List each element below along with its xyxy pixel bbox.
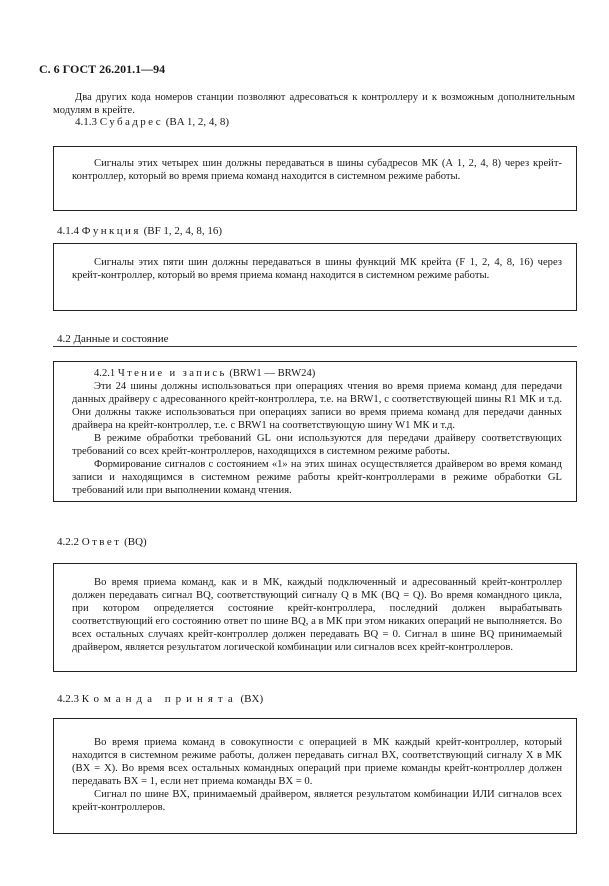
section-number: 4.2.2 xyxy=(57,536,79,548)
section-4-2-2-box xyxy=(53,563,577,672)
section-4-1-3-heading xyxy=(75,116,229,129)
section-number: 4.2.3 xyxy=(57,693,79,705)
section-4-2-2-text: Во время приема команд, как и в МК, каждый подключенный и адресованный крейт-контроллер должен передавать сигнал BQ, соответствующий сигналу Q в МК (BQ = Q). Во время командного цикла, при котором определяется состояние крейт-контроллера, последний должен вырабатывать соответствующий его состоянию ответ по шине BQ, а в МК при этом никаких операций не выполняется. Во всех остальных случаях крейт-контроллер должен передавать BQ = 0. Сигнал в шине BQ принимаемый драйвером, является результатом логической комбинации или сигналов всех крейт-контроллеров. xyxy=(72,577,562,653)
section-4-2-3-paragraph-2: Сигнал по шине BX, принимаемый драйвером, является результатом комбинации ИЛИ сигналов всех крейт-контроллеров. xyxy=(72,789,562,813)
divider-line xyxy=(53,346,577,347)
page-header: С. 6 ГОСТ 26.201.1—94 xyxy=(39,62,166,76)
section-4-1-3-text: Сигналы этих четырех шин должны передаваться в шины субадресов МК (А 1, 2, 4, 8) через крейт-контроллер, который во время приема команд находится в системном режиме работы. xyxy=(72,158,562,182)
section-title: Субадрес xyxy=(99,116,163,128)
signal-list: (BRW1 — BRW24) xyxy=(229,368,316,379)
section-4-2-2-heading xyxy=(57,536,147,549)
section-4-2-1-paragraph-3: Формирование сигналов с состоянием «1» на этих шинах осуществляется драйвером во время команд записи и находящимся в системном режиме работы крейт-контроллерами в режиме обработки GL требований или при выполнении команд чтения. xyxy=(72,459,562,496)
section-4-2-1-paragraph-1: Эти 24 шины должны использоваться при операциях чтения во время приема команд для передачи данных драйверу с адресованного крейт-контроллера, т.е. на BRW1, с соответствующей шины R1 МК и т.д. Они должны также использоваться при операциях записи во время приема команд для передачи данных драйвера на крейт-контроллер, т.е. с BRW1 на соответствующую шину W1 МК и т.д. xyxy=(72,381,562,431)
section-4-2-3-paragraph-1: Во время приема команд в совокупности с операцией в МК каждый крейт-контроллер, который находится в системном режиме работы, должен передавать сигнал BX, соответствующий сигналу X в МК (BX = X). Во время всех остальных командных операций при приеме команды крейт-контроллер должен передавать BX = 1, если нет приема команды BX = 0. xyxy=(72,737,562,787)
section-number: 4.2.1 xyxy=(94,368,116,379)
section-4-1-4-heading xyxy=(57,225,222,238)
section-number: 4.1.4 xyxy=(57,225,79,237)
signal-list: (BQ) xyxy=(124,536,147,548)
section-title: Ответ xyxy=(81,536,122,548)
section-title: Функция xyxy=(81,225,141,237)
section-number: 4.1.3 xyxy=(75,116,97,128)
signal-list: (BF 1, 2, 4, 8, 16) xyxy=(143,225,223,237)
intro-paragraph: Два других кода номеров станции позволяют адресоваться к контроллеру и к возможным дополнительным модулям в крейте. xyxy=(53,92,575,116)
signal-list: (BA 1, 2, 4, 8) xyxy=(165,116,229,128)
section-4-1-3-box xyxy=(53,146,577,211)
section-title: Чтение и запись xyxy=(117,368,227,379)
section-4-2-1-heading xyxy=(72,367,562,380)
section-4-2-3-box xyxy=(53,718,577,834)
section-4-1-4-text: Сигналы этих пяти шин должны передаваться в шины функций МК крейта (F 1, 2, 4, 8, 16) через крейт-контроллер, который во время приема команд находится в системном режиме работы. xyxy=(72,257,562,281)
section-title: Команда принята xyxy=(81,693,238,705)
section-4-2-1-box xyxy=(53,361,577,502)
section-4-2-1-paragraph-2: В режиме обработки требований GL они используются для передачи драйверу соответствующих требований со всех крейт-контроллеров, находящихся в системном режиме работы. xyxy=(72,433,562,457)
section-4-2-3-heading xyxy=(57,693,263,706)
section-4-1-4-box xyxy=(53,243,577,311)
section-4-2-heading: 4.2 Данные и состояние xyxy=(57,333,169,345)
signal-list: (BX) xyxy=(240,693,264,705)
